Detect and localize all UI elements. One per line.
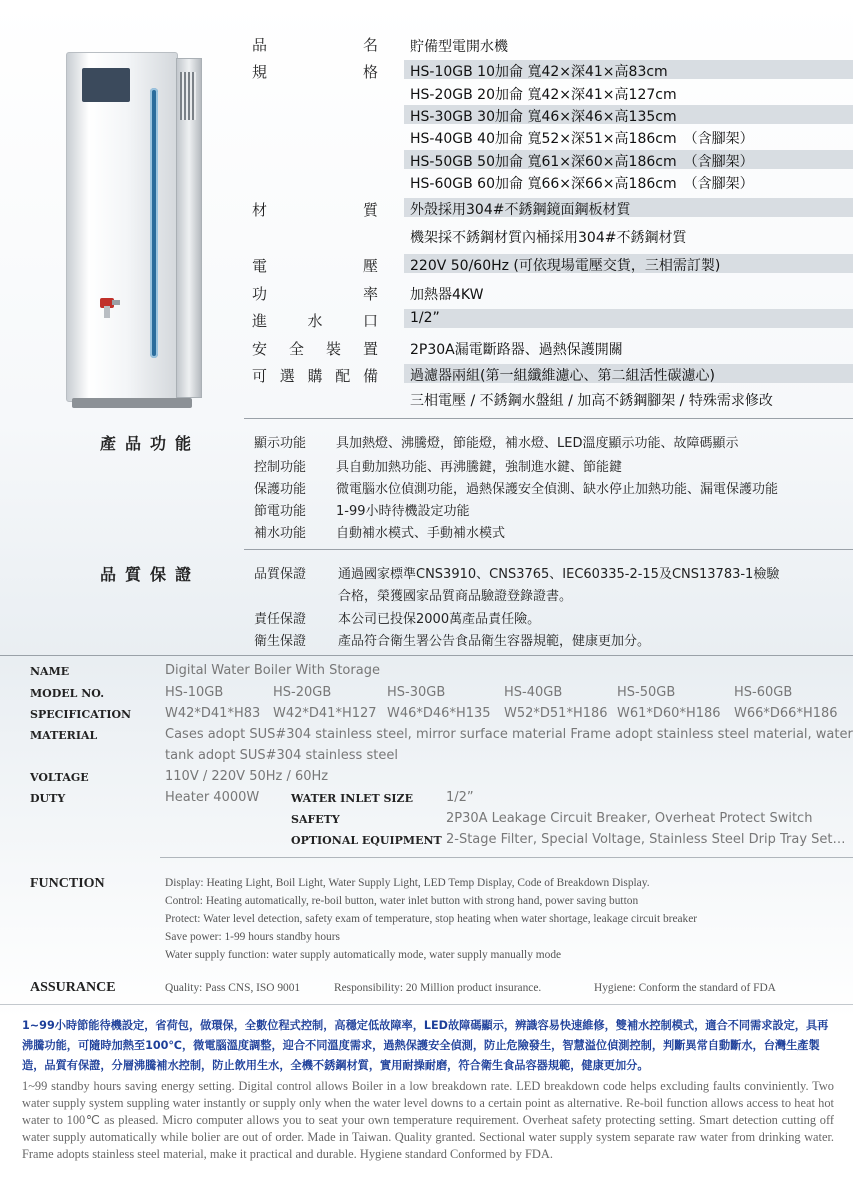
en-optional-label: OPTIONAL EQUIPMENT [291, 834, 442, 847]
model-row: HS-10GB 10加侖 寬42×深41×高83cm [410, 64, 668, 80]
description-english: 1~99 standby hours saving energy setting. Digital control allows Boiler in a low breakdown rate. LED breakdown code helps excluding faults conviniently. Two water supply system suppling water instantly or supply only when the water level downs to a certain point as alternative. Re-boil function allows access to heat hot water to 100℃ as pleased. Micro computer allows you to seat your own temperature requirement. Overheat safety protecting setting. Smart detection cutting off water supply automatically while bolier are out of order. Made in Taiwan. Quality granted. Sectional water supply system separate raw water from drinking water. Frame adopts stainless steel material, make it practical and durable. Hygiene standard Conformed by FDA. [22, 1079, 834, 1161]
quality-label: 衛生保證 [254, 634, 307, 649]
en-function-line: Control: Heating automatically, re-boil button, water inlet button with strong hand, power saving button [165, 895, 639, 907]
vent-grille-graphic [180, 72, 196, 120]
en-model-value: HS-20GB [273, 685, 332, 700]
function-label: 顯示功能 [254, 436, 307, 451]
product-base-graphic [72, 398, 192, 408]
en-model-value: HS-50GB [617, 685, 676, 700]
en-inlet-value: 1/2” [446, 790, 474, 805]
en-spec-value: W42*D41*H83 [165, 706, 261, 721]
quality-label: 責任保證 [254, 612, 307, 627]
model-row: HS-40GB 40加侖 寬52×深51×高186cm （含腳架） [410, 131, 754, 147]
spec-size-label: 規 格 [252, 63, 378, 81]
en-function-line: Water supply function: water supply automatically mode, water supply manually mode [165, 949, 562, 961]
spec-inlet-label: 進 水 口 [252, 312, 378, 330]
function-heading: 產品功能 [100, 434, 201, 453]
en-function-line: Protect: Water level detection, safety exam of temperature, stop heating when water shortage, leakage circuit breaker [165, 913, 698, 925]
model-row: HS-20GB 20加侖 寬42×深41×高127cm [410, 87, 677, 103]
en-model-value: HS-40GB [504, 685, 563, 700]
en-material-line-1: Cases adopt SUS#304 stainless steel, mirror surface material Frame adopt stainless steel material, water [165, 727, 853, 742]
en-model-value: HS-10GB [165, 685, 224, 700]
divider [0, 1004, 853, 1005]
function-label: 控制功能 [254, 460, 307, 475]
quality-value: 合格，榮獲國家品質商品驗證登錄證書。 [338, 589, 573, 604]
en-name-label: NAME [30, 665, 70, 678]
material-line-1: 外殼採用304#不銹鋼鏡面鋼板材質 [410, 202, 631, 218]
en-spec-value: W52*D51*H186 [504, 706, 608, 721]
spec-voltage-label: 電 壓 [252, 257, 378, 275]
en-optional-value: 2-Stage Filter, Special Voltage, Stainless Steel Drip Tray Set… [446, 832, 846, 847]
spec-name-value: 貯備型電開水機 [410, 39, 508, 55]
en-voltage-label: VOLTAGE [30, 771, 89, 784]
en-voltage-value: 110V / 220V 50Hz / 60Hz [165, 769, 329, 784]
divider [244, 418, 853, 419]
description-chinese: 1~99小時節能待機設定，省荷包，做環保，全數位程式控制，高穩定低故障率，LED故障碼顯示，辨識容易快速維修，雙補水控制模式，適合不同需求設定，具再沸騰功能，可隨時加熱至100℃，微電腦溫度調整，迎合不同溫度需求，過熱保護安全偵測，防止危險發生，智慧溢位偵測控制，判斷異常自動斷水，台灣生產製造，品質有保證，分層沸騰補水控制，防止飲用生水，全機不銹鋼材質，實用耐操耐磨，符合衛生食品容器規範，健康更加分。 [22, 1019, 829, 1072]
en-assurance-label: ASSURANCE [30, 980, 116, 995]
function-value: 微電腦水位偵測功能，過熱保護安全偵測、缺水停止加熱功能、漏電保護功能 [336, 482, 779, 497]
en-safety-value: 2P30A Leakage Circuit Breaker, Overheat Protect Switch [446, 811, 813, 826]
spec-optional-label: 可 選 購 配 備 [252, 367, 378, 385]
en-spec-value: W46*D46*H135 [387, 706, 491, 721]
en-function-line: Save power: 1-99 hours standby hours [165, 931, 340, 943]
quality-heading: 品質保證 [100, 565, 201, 584]
voltage-value: 220V 50/60Hz (可依現場電壓交貨，三相需訂製) [410, 258, 721, 274]
en-function-label: FUNCTION [30, 876, 105, 891]
model-row: HS-60GB 60加侖 寬66×深66×高186cm （含腳架） [410, 176, 754, 192]
quality-value: 產品符合衛生署公告食品衛生容器規範，健康更加分。 [338, 634, 651, 649]
function-value: 1-99小時待機設定功能 [336, 504, 470, 519]
power-value: 加熱器4KW [410, 287, 484, 303]
en-model-label: MODEL NO. [30, 687, 105, 700]
en-spec-value: W66*D66*H186 [734, 706, 838, 721]
spec-material-label: 材 質 [252, 201, 378, 219]
en-material-label: MATERIAL [30, 729, 98, 742]
function-value: 具加熱燈、沸騰燈，節能燈，補水燈、LED溫度顯示功能、故障碼顯示 [336, 436, 739, 451]
en-spec-label: SPECIFICATION [30, 708, 132, 721]
function-value: 具自動加熱功能、再沸騰鍵，強制進水鍵、節能鍵 [336, 460, 623, 475]
material-line-2: 機架採不銹鋼材質內桶採用304#不銹鋼材質 [410, 230, 687, 246]
model-row: HS-30GB 30加侖 寬46×深46×高135cm [410, 109, 677, 125]
function-label: 保護功能 [254, 482, 307, 497]
divider [244, 549, 853, 550]
en-model-value: HS-60GB [734, 685, 793, 700]
en-inlet-label: WATER INLET SIZE [291, 792, 413, 805]
en-name-value: Digital Water Boiler With Storage [165, 663, 380, 678]
optional-line-2: 三相電壓 / 不銹鋼水盤組 / 加高不銹鋼腳架 / 特殊需求修改 [410, 393, 773, 409]
optional-line-1: 過濾器兩組(第一組纖維濾心、第二組活性碳濾心) [410, 368, 715, 384]
spec-safety-label: 安 全 裝 置 [252, 340, 378, 358]
divider [0, 655, 853, 656]
faucet-icon [96, 294, 122, 322]
en-assurance-quality: Quality: Pass CNS, ISO 9001 [165, 982, 301, 994]
water-level-gauge-graphic [150, 88, 158, 358]
function-value: 自動補水模式、手動補水模式 [336, 526, 506, 541]
safety-value: 2P30A漏電斷路器、過熱保護開關 [410, 342, 623, 358]
en-assurance-hygiene: Hygiene: Conform the standard of FDA [594, 982, 776, 994]
product-image [66, 52, 178, 402]
en-spec-value: W61*D60*H186 [617, 706, 721, 721]
divider [160, 857, 853, 858]
en-function-line: Display: Heating Light, Boil Light, Water Supply Light, LED Temp Display, Code of Breakdown Display. [165, 877, 650, 889]
spec-name-label: 品 名 [252, 36, 378, 54]
en-duty-label: DUTY [30, 792, 66, 805]
function-label: 節電功能 [254, 504, 307, 519]
en-duty-value: Heater 4000W [165, 790, 260, 805]
spec-power-label: 功 率 [252, 285, 378, 303]
en-spec-value: W42*D41*H127 [273, 706, 377, 721]
en-assurance-responsibility: Responsibility: 20 Million product insurance. [334, 982, 542, 994]
quality-value: 本公司已投保2000萬產品責任險。 [338, 612, 541, 627]
function-label: 補水功能 [254, 526, 307, 541]
en-material-line-2: tank adopt SUS#304 stainless steel [165, 748, 398, 763]
quality-value: 通過國家標準CNS3910、CNS3765、IEC60335-2-15及CNS13783-1檢驗 [338, 567, 780, 582]
model-row: HS-50GB 50加侖 寬61×深60×高186cm （含腳架） [410, 154, 754, 170]
inlet-value: 1/2” [410, 310, 440, 326]
highlight-bar [404, 309, 853, 328]
en-model-value: HS-30GB [387, 685, 446, 700]
control-panel-graphic [82, 68, 130, 102]
quality-label: 品質保證 [254, 567, 307, 582]
en-safety-label: SAFETY [291, 813, 340, 826]
